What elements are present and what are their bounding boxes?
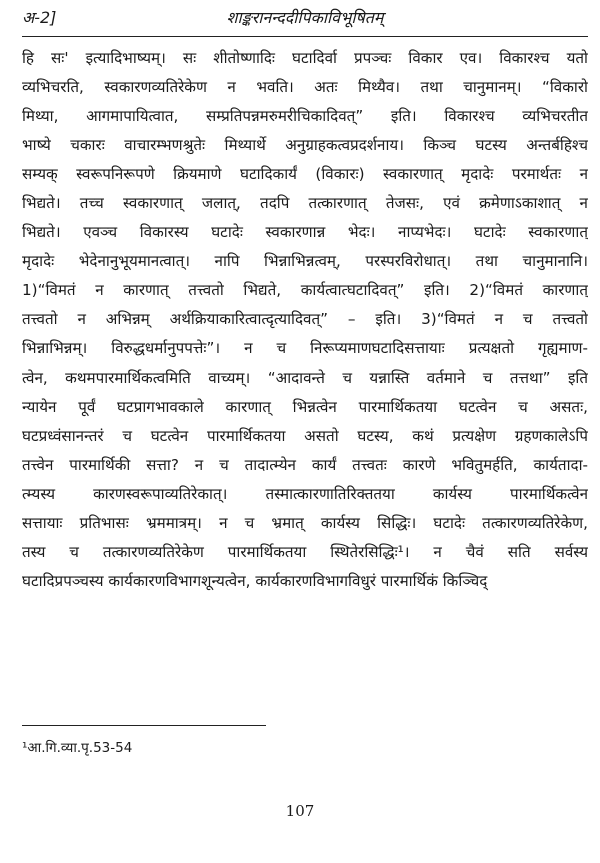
text-line: घटादिप्रपञ्चस्य कार्यकारणविभागशून्यत्वेन, कार्यकारणविभागविधुरं पारमार्थिकं किञ्चिद् [22,571,488,590]
text-line: न्यायेन पूर्वं घटप्रागभावकाले कारणात् भिन्नत्वेन पारमार्थिकतया घटत्वेन च असतः, [22,397,588,416]
running-header [22,4,588,34]
text-line: घटप्रध्वंसानन्तरं च घटत्वेन पारमार्थिकतया असतो घटस्य, कथं प्रत्यक्षेण ग्रहणकालेऽपि [22,426,588,445]
text-line: हि सः' इत्यादिभाष्यम्। सः शीतोष्णादिः घटादिर्वा प्रपञ्चः विकार एव। विकारश्च यतो [22,49,588,67]
text-line: 1)“विमतं न कारणात् तत्त्वतो भिद्यते, कार्यत्वात्घटादिवत्” इति। 2)“विमतं कारणात् [22,281,588,300]
text-line: त्वेन, कथमपारमार्थिकत्वमिति वाच्यम्। “आदावन्ते च यन्नास्ति वर्तमाने च तत्तथा” इति [22,368,588,387]
text-line: व्यभिचरति, स्वकारणव्यतिरेकेण न भवति। अतः मिथ्यैव। तथा चानुमानम्। “विकारो [22,78,588,97]
header-rule [22,36,588,37]
text-line: मिथ्या, आगमापायित्वात, सम्प्रतिपन्नमरुमरीचिकादिवत्” इति। विकारश्च व्यभिचरतीत [22,107,588,126]
text-line: भिद्यते। तच्च स्वकारणात् जलात्, तदपि तत्कारणात् तेजसः, एवं क्रमेणाऽकाशात् न [22,194,588,213]
text-line: तत्त्वतो न अभिन्नम् अर्थक्रियाकारित्वात्दृत्यादिवत्” – इति। 3)“विमतं न च तत्त्वतो [22,310,588,329]
page-number: 107 [285,802,315,820]
chapter-label: अ-2] [22,8,57,27]
footnote-rule [22,725,266,726]
text-line: सम्यक् स्वरूपनिरूपणे क्रियमाणे घटादिकार्यं (विकारः) स्वकारणात् मृदादेः परमार्थतः न [22,165,588,184]
text-line: सत्तायाः प्रतिभासः भ्रममात्रम्। न च भ्रमात् कार्यस्य सिद्धिः। घटादेः तत्कारणव्यतिरेकेण, [22,513,588,532]
page-header-title: शाङ्करानन्ददीपिकाविभूषितम् [226,8,384,27]
text-line: मृदादेः भेदेनानुभूयमानत्वात्। नापि भिन्नाभिन्नत्वम्, परस्परविरोधात्। तथा चानुमानानि। [22,252,588,271]
text-line: त्म्यस्य कारणस्वरूपाव्यतिरेकात्। तस्मात्कारणातिरिक्ततया कार्यस्य पारमार्थिकत्वेन [22,484,588,503]
text-line: भिद्यते। एवञ्च विकारस्य घटादेः स्वकारणान्न भेदः। नाप्यभेदः। घटादेः स्वकारणात् [22,223,588,242]
footnote: ¹आ.गि.व्या.पृ.53-54 [22,740,133,756]
text-line: भाष्ये चकारः वाचारम्भणश्रुतेः मिथ्यार्थे अनुग्राहकत्वप्रदर्शनाय। किञ्च घटस्य अन्तर्बहिश्च [22,136,588,155]
text-line: भिन्नाभिन्नम्। विरुद्धधर्मानुपपत्तेः”। न च निरूप्यमाणघटादिसत्तायाः प्रत्यक्षतो गृह्यमाण- [22,339,588,358]
text-line: तस्य च तत्कारणव्यतिरेकेण पारमार्थिकतया स्थितेरसिद्धिः¹। न चैवं सति सर्वस्य [22,542,588,561]
body-text [22,44,588,596]
text-line: तत्त्वेन पारमार्थिकी सत्ता? न च तादात्म्येन कार्यं तत्त्वतः कारणे भवितुमर्हति, कार्यतादा- [22,455,588,474]
